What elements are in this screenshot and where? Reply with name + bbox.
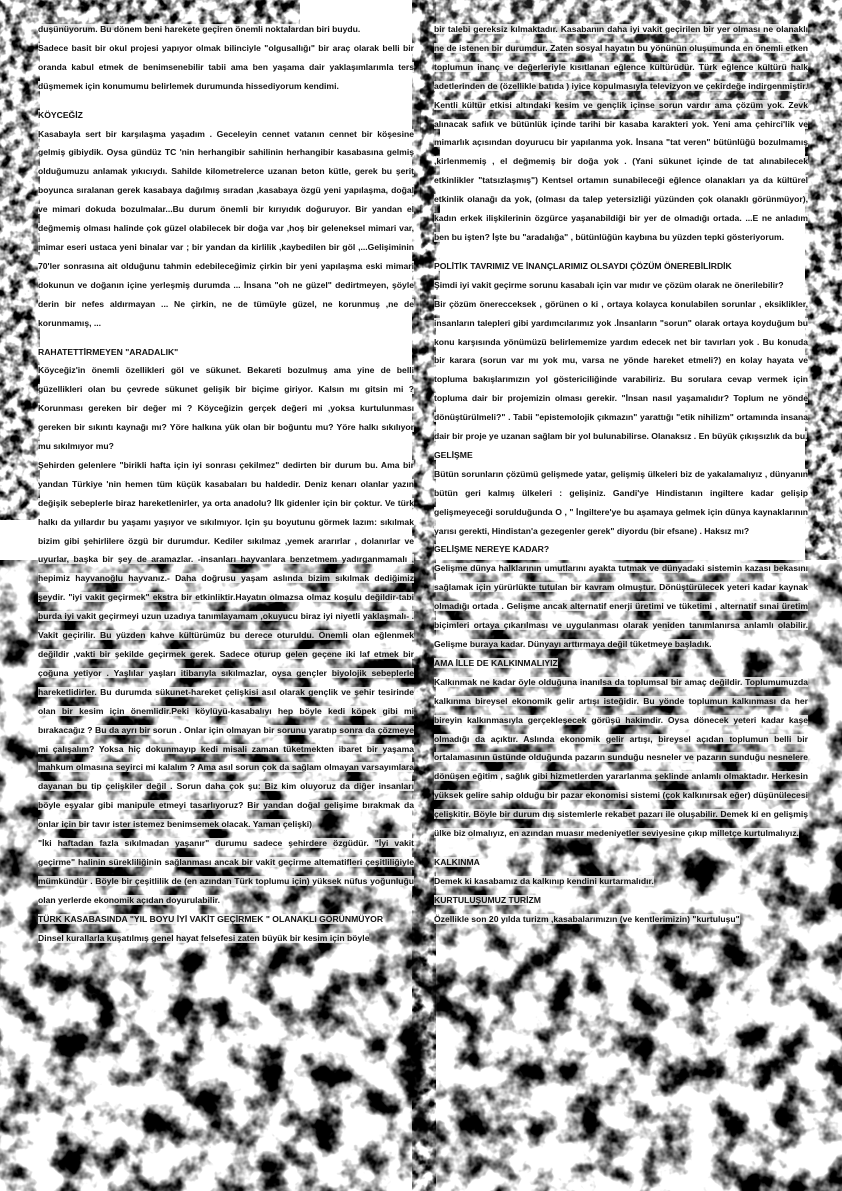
paragraph: Demek ki kasabamız da kalkınıp kendini kurtarmalıdır.	[434, 875, 654, 886]
section-heading: KÖYCEĞİZ	[38, 109, 83, 120]
paragraph: bir talebi gereksiz kılmaktadır. Kasabanın daha iyi vakit geçirilen bir yer olması ne olanaklı ne de istenen bir durumdur. Zaten sosyal hayatın bu yönünün oluşumunda en önemli etken toplumun inanç ve değerleriyle kısıtlanan eğlence kültürüdür. Türk eğlence kültürü halk adetlerinden de (özellikle batıda ) iyice kopulmasıyla televizyon ve çekirdeğe indirgenmiştir.	[434, 24, 808, 91]
section-heading: AMA İLLE DE KALKINMALIYIZ	[434, 657, 558, 668]
paragraph: Dinsel kurallarla kuşatılmış genel hayat felsefesi zaten büyük bir kesim için böyle	[38, 932, 370, 943]
paragraph: Özellikle son 20 yılda turizm ,kasabalarımızın (ve kentlerimizin) "kurtuluşu"	[434, 913, 740, 924]
paragraph: Bir çözüm önerecceksek , görünen o ki , ortaya kolayca konulabilen sorunlar , eksiklikler, insanların talepleri gibi yardımcılarımız yok .İnsanların "sorun" olarak ortaya koyduğum bu konu karşısında yönümüzü belirlememize yardım edecek net bir tavırları yok . Bu konuda bir karara (sorun var mı yok mu, varsa ne yönde hareket etmeli?) en kolay hayata ve topluma bakışlarımızın yol göstericiliğinde varabiliriz. Bu sorulara cevap vermek için topluma dair bir projemizin olması gerekir. "İnsan nasıl yaşamalıdır? Toplum ne yönde dönüştürülmeli?" . Tabii "epistemolojik çıkmazın" yarattığı "etik nihilizm" ortamında insana dair bir proje ye uzanan sağlam bir yol bulunabilirse. Olanaksız . En büyük çıkışsızlık da bu.	[434, 298, 808, 442]
section-heading: RAHATETTİRMEYEN "ARADALIK"	[38, 346, 179, 357]
paragraph: duşünüyorum. Bu dönem beni harekete geçiren önemli noktalardan biri buydu.	[38, 24, 361, 34]
paragraph: Kentli kültür etkisi altındaki kesim ve gençlik içinse sorun vardır ama çözüm yok. Zevk alınacak safiık ve bütünlük içinde tarihi bir kasaba karakteri yok. Yeni ama çehirci'lik ve mimarlık açısından doyurucu bir yapılanma yok. İnsana "tat veren" bütünlüğü bozulmamış ,kirlenmemiş , el değmemiş bir doğa yok . (Yani sükunet içinde de tat alınabilecek etkinlikler "tatsızlaşmış") Kentsel ortamın sunabileceği eğlence olanakları ya da kültürel etkinlik olanağı da yok, (olması da talep yetersizliği yüzünden çok olanaklı görünmüyor), kadın erkek ilişkilerinin özgürce yaşanabildiği bir yer de olmadığı ortada. ...E ne anladım ben bu işten? İşte bu "aradalığa" , bütünlüğün kaybına bu yüzden tepki gösteriyorum.	[434, 99, 808, 242]
paragraph: Köyceğiz'in önemli özellikleri göl ve sükunet. Bekareti bozulmuş ama yine de belli güzellikleri olan bu çevrede sükunet gelişik bir biçime giriyor. Kalsın mı gitsin mi ? Korunması gereken bir değer mi ? Köyceğizin gerçek değeri mi ,yoksa kurtulunması gereken bir sıkıntı kaynağı mı? Yöre halkına yük olan bir boğuntu mu? Yöre halkı sıkılıyor mu sıkılmıyor mu?	[38, 365, 414, 452]
section-heading: GELİŞME	[434, 449, 473, 460]
paragraph: Gelişme dünya halklarının umutlarını ayakta tutmak ve dünyadaki sistemin kazası bekasını sağlamak için yürürlükte tutulan bir kavram olmuştur. Dönüştürülecek yeteri kadar kaynak olmadığı ortada . Gelişme ancak alternatif enerji üretimi ve tüketimi , alternatif sınai üretim biçimleri ortaya çıkarılması ve uygulanması olarak yeniden tanımlanırsa anlamlı olabilir. Gelişme buraya kadar. Dünyayı arttırmaya değil tüketmeye başladık.	[434, 563, 808, 649]
paragraph: Bütün sorunların çözümü gelişmede yatar, gelişmiş ülkeleri biz de yakalamalıyız , dünyanın bütün geri kalmış ülkeleri : gelişiniz. Gandi'ye Hindistanın ingiltere kadar gelişip gelişmeyeceği sorulduğunda O , " İngiltere'ye bu aşamaya gelmek için dünya kaynaklarının yarısı gerekti, Hindistan'a gezegenler gerek" diyordu (bir efsane) . Haksız mı?	[434, 468, 808, 536]
left-text-column	[38, 20, 414, 948]
section-heading: KURTULUŞUMUZ TURİZM	[434, 894, 541, 905]
paragraph: Kasabayla sert bir karşılaşma yaşadım . Geceleyin cennet vatanın cennet bir köşesine gelmiş gibiydik. Oysa gündüz TC 'nin herhangibir sahilinin herhangibir kasabasına gelmiş olduğumuzu anlamak yıkıcıydı. Sahilde kilometrelerce uzanan beton kütle, gerek bu şerit boyunca sıralanan gerek kasabaya dağılmış sıradan ,kasabaya özgü yeni yapılaşma, doğal ve mimari dokuda bozulmalar...Bu durum önemli bir kırıyıdık doğuruyor. Bir yandan el değmemiş olması halinde çok güzel olabilecek bir doğa var ,hoş bir geleneksel mimari var, mimar eseri ustaca yeni binalar var ; bir yandan da kirlilik ,kaybedilen bir göl ,...Gelişiminin 70'ler sonrasına ait olduğunu tahmin edebileceğimiz çirkin bir yeni yapılaşma eski mimari dokunun ve doğanın içine yerleşmiş durumda ... İnsana "oh ne güzel" dedirtmeyen, şöyle derin bir nefes aldırmayan ... Ne çirkin, ne de tümüyle güzel, ne korunmuş ,ne de korunmamış, ...	[38, 128, 414, 328]
center-spine-texture	[412, 0, 436, 1191]
section-heading: TÜRK KASABASINDA "YIL BOYU İYİ VAKİT GEÇİRMEK " OLANAKLI GÖRÜNMÜYOR	[38, 913, 384, 924]
section-heading: GELİŞME NEREYE KADAR?	[434, 544, 550, 555]
paragraph: Sadece basit bir okul projesi yapıyor olmak bilinciyle "olgusallığı" bir araç olarak belli bir oranda kabul etmek de benimsenebilir tabii ama ben yaşama dair yaklaşımlarımla ters düşmemek için konumumu belirlemek durumunda hissediyorum kendimi.	[38, 42, 414, 91]
section-heading: POLİTİK TAVRIMIZ VE İNANÇLARIMIZ OLSAYDI ÇÖZÜM ÖNEREBİLİRDİK	[434, 260, 732, 271]
paragraph: Şimdi iyi vakit geçirme sorunu kasabalı için var mıdır ve çözüm olarak ne önerilebilir?	[434, 279, 784, 290]
section-heading: KALKINMA	[434, 856, 480, 867]
paragraph: "İki haftadan fazla sıkılmadan yaşanır" durumu sadece şehirdere özgüdür. "İyi vakit geçirme" halinin sürekliliğinin sağlanması ancak bir vakit geçirme altematifleri çeşitliliğiyle mümkündür . Böyle bir çeşitlilik de (en azından Türk toplumu için) yüksek nüfus yoğunluğu olan yerlerde ekonomik açıdan doyurulabilir.	[38, 838, 414, 905]
paragraph: Şehirden gelenlere "birikli hafta için iyi sonrası çekilmez" dedirten bir durum bu. Ama bir yandan Türkiye 'nin hemen tüm küçük kasabaları bu haldedir. Deniz kenarı olanlar yazın değişik sebeplerle biraz hareketlenirler, ya orta anadolu? İlk gidenler için bir çoktur. Ve türk halkı da yıllardır bu yaşamı yaşıyor ve sıkılmıyor. Için şu boyutunu görmek lazım: sıkılmak bizim gibi şehirlilere özgü bir durumdur. Kediler sıkılmaz ,yemek ararırlar , dolanırlar ve uyurlar, başka bir şey de aramazlar. -insanları hayvanlara benzetmem yadırganmamalı , hepimiz hayvanoğlu hayvanız.- Daha doğrusu yaşam aslında bizim sıkılmak dediğimiz şeydir. "iyi vakit geçirmek" ekstra bir etkinliktir.Hayatın olmazsa olmaz koşulu değildir-tabi burda iyi vakit geçirmeyi uzun uzadıya tanımlayamam ,okuyucu biraz iyi niyetli yaklaşmalı- . Vakit geçirilir. Bu yüzden kahve kültürümüz bu derece oturuldu. Önemli olan eğlenmek değildir ,vakti bir şekilde geçirmek gerek. Sadece oturup gelen geçene iki laf etmek bir çoğuna yetiyor . Yaşlılar yaşları itibarıyla sıkılmazlar, oysa gençler biyolojik sebeplerle hareketlidirler. Bu durumda sükunet-hareket çelişkisi asıl olarak gençlik ve şehir tesirinde olan bir kesim için önemlidir.Peki köylüyü-kasabalıyı hep böyle kedi köpek gibi mi bırakacağız ? Bu da ayrı bir sorun . Onlar için olmayan bir sorunu yaratıp sonra da çözmeye mi çalışalım? Yoksa hiç dokunmayıp kedi misali zaman tüketmekten ibaret bir yaşama mahkum olmasına seyirci mi kalalım ? Ama asıl sorun çok da sağlam olmayan varsayımlara dayanan bu tip çelişkiler değil . Sorun daha çok şu: Biz kim oluyoruz da diğer insanları böyle eşyalar gibi manipule etmeyi tasarlıyoruz? Bir yandan doğal gelişime bırakmak da onlar için bir tavır ister istemez benimsemek olacak. Yaman çelişki)	[38, 459, 414, 830]
right-text-column	[434, 20, 808, 929]
paragraph: Kalkınmak ne kadar öyle olduğuna inanılsa da toplumsal bir amaç değildir. Toplumumuzda kalkınma bireysel ekonomik gelir artışı isteğidir. Bu yönde toplumun kalkınması da her bireyin kalkınmasıyla gerçekleşecek görüşü hakimdir. Oysa dönecek yeteri kadar kaşe olmadığı da açıktır. Aslında ekonomik gelir artışı, bireysel açıdan toplumun belli bir ortalamasının üstünde olduğunda pazarın sunduğu nesneler ve pazarın sunduğu nesnelere dönüşen eğitim , sağlık gibi hizmetlerden yararlanma şeklinde anlamlı olmaktadır. Herkesin yüksek gelire sahip olduğu bir pazar ekonomisi sistemi (çok kalkınırsak eğer) düşünülecesi çelişkitir. Böyle bir durum dış sistemlerle rekabet pazarı ile oluşabilir. Demek ki en gelişmiş ülke biz olmalıyız, en azından muasır medeniyetler seviyesine çıkıp milletçe kurtulmalıyız.	[434, 676, 808, 839]
